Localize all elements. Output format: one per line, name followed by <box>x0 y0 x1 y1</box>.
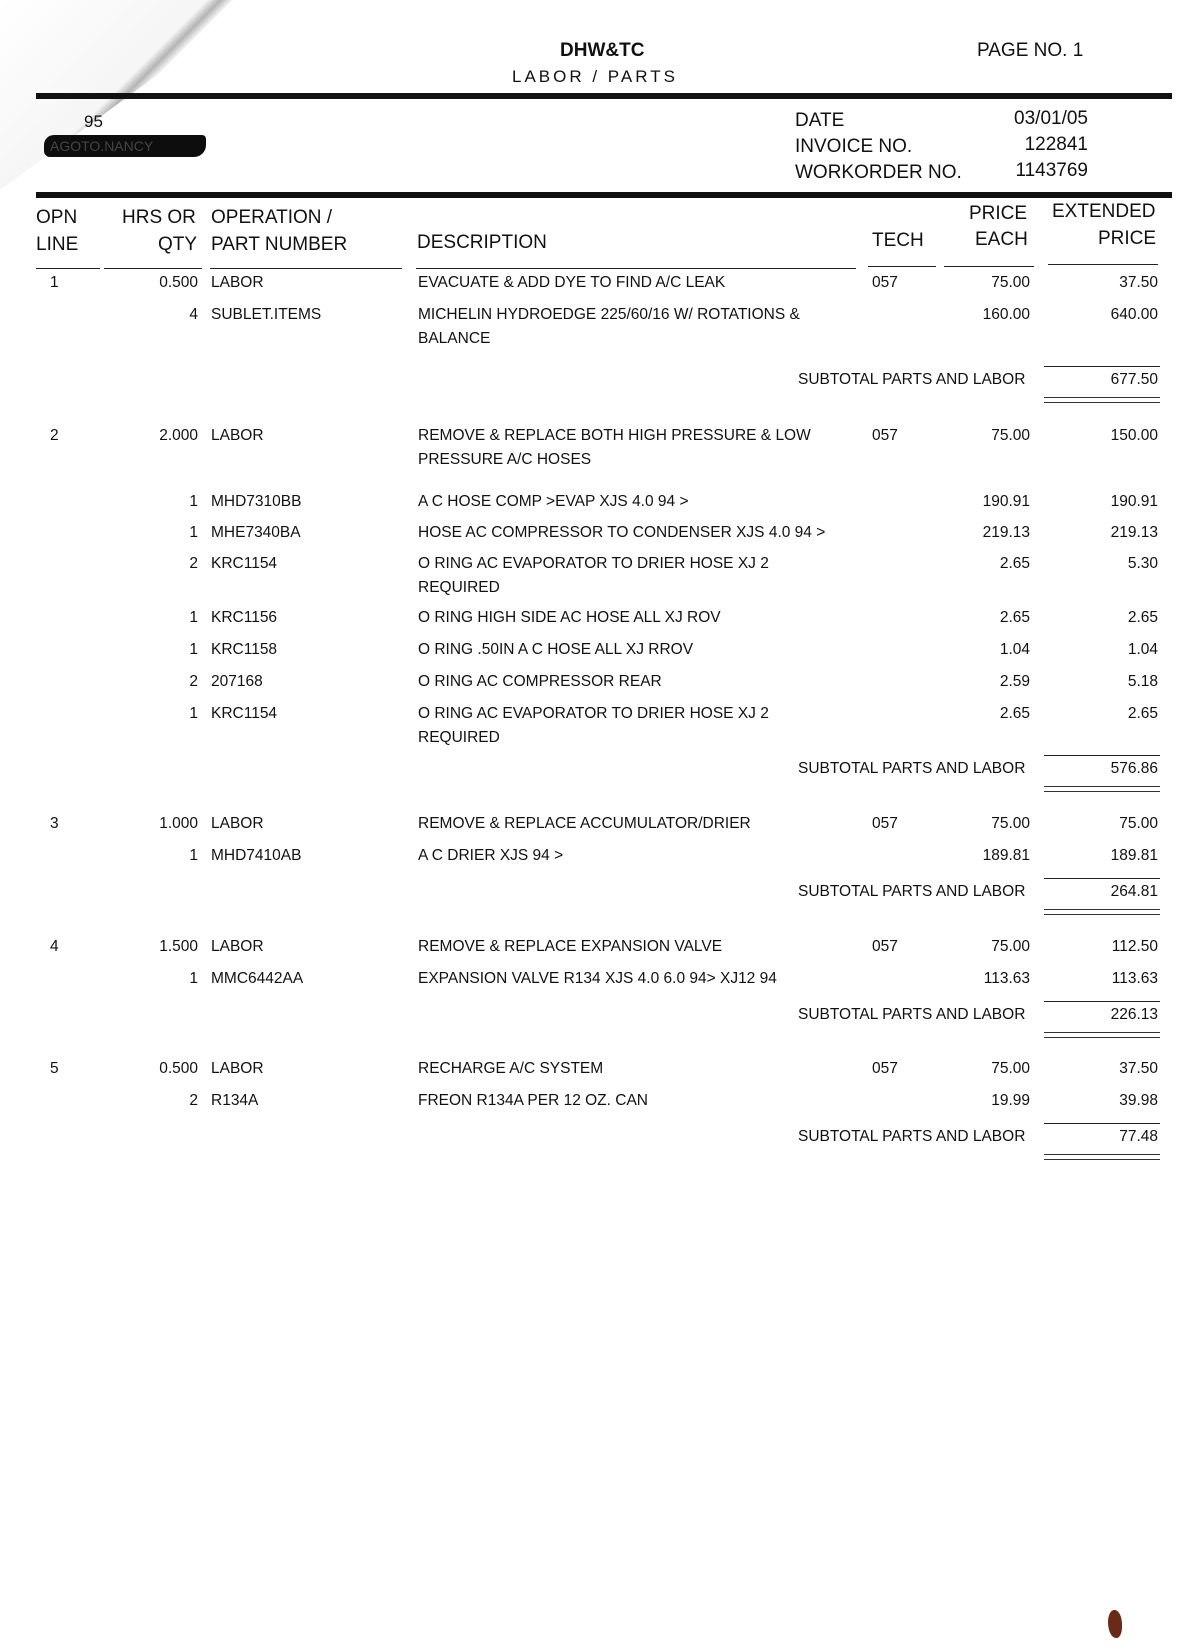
subtotal-label: SUBTOTAL PARTS AND LABOR <box>798 1006 1026 1023</box>
col-extended: EXTENDED <box>1052 201 1156 222</box>
item-extended-price: 1.04 <box>1127 641 1158 658</box>
item-price-each: 2.65 <box>999 705 1030 722</box>
item-description: FREON R134A PER 12 OZ. CAN <box>418 1092 648 1109</box>
item-description: O RING AC EVAPORATOR TO DRIER HOSE XJ 2 <box>418 555 769 572</box>
item-description-cont: BALANCE <box>418 330 491 347</box>
item-part-number: LABOR <box>211 1060 264 1077</box>
col-hrs-or: HRS OR <box>122 207 196 228</box>
item-description: A C DRIER XJS 94 > <box>418 847 564 864</box>
opn-line-number: 5 <box>50 1060 59 1077</box>
col-qty: QTY <box>158 234 198 255</box>
item-description-cont: REQUIRED <box>418 729 500 746</box>
workorder-value: 1143769 <box>1015 160 1088 181</box>
item-price-each: 75.00 <box>991 815 1030 832</box>
item-description: EXPANSION VALVE R134 XJS 4.0 6.0 94> XJ12 94 <box>418 970 777 987</box>
item-price-each: 2.59 <box>999 673 1030 690</box>
item-qty: 1.500 <box>159 938 198 955</box>
item-description: RECHARGE A/C SYSTEM <box>418 1060 604 1077</box>
item-qty: 1 <box>189 524 198 541</box>
item-description: O RING AC EVAPORATOR TO DRIER HOSE XJ 2 <box>418 705 769 722</box>
item-description: REMOVE & REPLACE EXPANSION VALVE <box>418 938 723 955</box>
item-price-each: 2.65 <box>999 609 1030 626</box>
item-qty: 1 <box>189 641 198 658</box>
item-qty: 2 <box>189 1092 198 1109</box>
subtotal-double-rule <box>1044 909 1160 915</box>
subtotal-value: 226.13 <box>1110 1006 1158 1023</box>
customer-partial-text: 95 <box>84 112 103 131</box>
date-value: 03/01/05 <box>1014 108 1088 129</box>
item-description: EVACUATE & ADD DYE TO FIND A/C LEAK <box>418 274 726 291</box>
item-description: O RING HIGH SIDE AC HOSE ALL XJ ROV <box>418 609 721 626</box>
item-tech: 057 <box>872 938 898 955</box>
item-extended-price: 5.18 <box>1127 673 1158 690</box>
subtotal-value: 77.48 <box>1119 1128 1158 1145</box>
item-part-number: KRC1154 <box>211 555 278 572</box>
subtotal-value: 264.81 <box>1110 883 1158 900</box>
col-part-number: PART NUMBER <box>211 234 348 255</box>
company-name: DHW&TC <box>560 40 645 61</box>
col-underline-qty <box>104 268 202 269</box>
customer-name-redacted: AGOTO.NANCY <box>44 135 206 157</box>
page-number: PAGE NO. 1 <box>977 40 1084 61</box>
item-qty: 2 <box>189 673 198 690</box>
item-extended-price: 2.65 <box>1127 705 1158 722</box>
header-rule-top <box>36 93 1172 99</box>
subtotal-double-rule <box>1044 1154 1160 1160</box>
item-extended-price: 219.13 <box>1110 524 1158 541</box>
item-description-cont: REQUIRED <box>418 579 500 596</box>
item-qty: 2 <box>189 555 198 572</box>
item-extended-price: 189.81 <box>1110 847 1158 864</box>
item-tech: 057 <box>872 815 898 832</box>
subtotal-rule <box>1044 366 1160 367</box>
subtotal-double-rule <box>1044 1032 1160 1038</box>
item-part-number: LABOR <box>211 938 264 955</box>
item-part-number: MHE7340BA <box>211 524 301 541</box>
opn-line-number: 1 <box>50 274 59 291</box>
col-description: DESCRIPTION <box>417 232 547 253</box>
workorder-label: WORKORDER NO. <box>795 162 962 183</box>
item-extended-price: 5.30 <box>1127 555 1158 572</box>
col-underline-part <box>210 268 402 269</box>
item-price-each: 75.00 <box>991 274 1030 291</box>
col-ext-price: PRICE <box>1098 228 1157 249</box>
col-underline-tech <box>868 266 936 267</box>
document-type: LABOR / PARTS <box>512 67 678 86</box>
item-extended-price: 37.50 <box>1119 1060 1158 1077</box>
item-price-each: 19.99 <box>991 1092 1030 1109</box>
opn-line-number: 3 <box>50 815 59 832</box>
item-price-each: 75.00 <box>991 427 1030 444</box>
item-part-number: LABOR <box>211 427 264 444</box>
col-underline-opn <box>36 268 100 269</box>
item-tech: 057 <box>872 427 898 444</box>
opn-line-number: 2 <box>50 427 59 444</box>
item-extended-price: 39.98 <box>1119 1092 1158 1109</box>
item-part-number: R134A <box>211 1092 259 1109</box>
subtotal-rule <box>1044 878 1160 879</box>
col-underline-desc <box>416 268 856 269</box>
item-qty: 1 <box>189 493 198 510</box>
item-extended-price: 150.00 <box>1110 427 1158 444</box>
subtotal-rule <box>1044 755 1160 756</box>
item-part-number: LABOR <box>211 815 264 832</box>
item-description: A C HOSE COMP >EVAP XJS 4.0 94 > <box>418 493 689 510</box>
item-extended-price: 37.50 <box>1119 274 1158 291</box>
item-description: REMOVE & REPLACE ACCUMULATOR/DRIER <box>418 815 751 832</box>
item-qty: 4 <box>189 306 198 323</box>
invoice-value: 122841 <box>1024 134 1088 155</box>
subtotal-value: 576.86 <box>1110 760 1158 777</box>
col-operation: OPERATION / <box>211 207 333 228</box>
subtotal-label: SUBTOTAL PARTS AND LABOR <box>798 1128 1026 1145</box>
item-price-each: 75.00 <box>991 1060 1030 1077</box>
item-part-number: 207168 <box>211 673 263 690</box>
item-tech: 057 <box>872 1060 898 1077</box>
ink-mark <box>1108 1610 1122 1638</box>
item-price-each: 160.00 <box>982 306 1030 323</box>
subtotal-label: SUBTOTAL PARTS AND LABOR <box>798 371 1026 388</box>
item-description: O RING AC COMPRESSOR REAR <box>418 673 662 690</box>
item-extended-price: 113.63 <box>1111 970 1158 987</box>
item-extended-price: 112.50 <box>1111 938 1158 955</box>
invoice-label: INVOICE NO. <box>795 136 913 157</box>
item-part-number: LABOR <box>211 274 264 291</box>
col-opn: OPN <box>36 207 78 228</box>
item-qty: 1 <box>189 970 198 987</box>
subtotal-double-rule <box>1044 786 1160 792</box>
item-part-number: MMC6442AA <box>211 970 304 987</box>
item-price-each: 113.63 <box>983 970 1030 987</box>
item-qty: 1.000 <box>159 815 198 832</box>
item-qty: 1 <box>189 847 198 864</box>
subtotal-double-rule <box>1044 397 1160 403</box>
item-price-each: 2.65 <box>999 555 1030 572</box>
opn-line-number: 4 <box>50 938 59 955</box>
item-part-number: MHD7310BB <box>211 493 302 510</box>
item-price-each: 1.04 <box>999 641 1030 658</box>
item-extended-price: 2.65 <box>1127 609 1158 626</box>
col-line: LINE <box>36 234 79 255</box>
item-part-number: KRC1154 <box>211 705 278 722</box>
item-extended-price: 190.91 <box>1110 493 1158 510</box>
subtotal-value: 677.50 <box>1110 371 1158 388</box>
subtotal-label: SUBTOTAL PARTS AND LABOR <box>798 883 1026 900</box>
item-tech: 057 <box>872 274 898 291</box>
item-qty: 1 <box>189 609 198 626</box>
col-underline-ext <box>1048 264 1158 265</box>
item-description: MICHELIN HYDROEDGE 225/60/16 W/ ROTATIONS & <box>418 306 800 323</box>
item-description: REMOVE & REPLACE BOTH HIGH PRESSURE & LOW <box>418 427 811 444</box>
item-qty: 0.500 <box>159 1060 198 1077</box>
item-part-number: KRC1158 <box>211 641 278 658</box>
item-extended-price: 75.00 <box>1119 815 1158 832</box>
item-price-each: 75.00 <box>991 938 1030 955</box>
item-qty: 1 <box>189 705 198 722</box>
header-rule-bottom <box>36 192 1172 198</box>
col-price: PRICE <box>969 203 1028 224</box>
item-price-each: 190.91 <box>982 493 1030 510</box>
item-part-number: MHD7410AB <box>211 847 302 864</box>
item-qty: 2.000 <box>159 427 198 444</box>
item-description: O RING .50IN A C HOSE ALL XJ RROV <box>418 641 694 658</box>
item-description: HOSE AC COMPRESSOR TO CONDENSER XJS 4.0 94 > <box>418 524 826 541</box>
item-extended-price: 640.00 <box>1110 306 1158 323</box>
col-underline-each <box>944 266 1034 267</box>
col-each: EACH <box>975 229 1028 250</box>
item-description-cont: PRESSURE A/C HOSES <box>418 451 592 468</box>
col-tech: TECH <box>872 230 924 251</box>
date-label: DATE <box>795 110 845 131</box>
item-part-number: KRC1156 <box>211 609 278 626</box>
subtotal-label: SUBTOTAL PARTS AND LABOR <box>798 760 1026 777</box>
item-qty: 0.500 <box>159 274 198 291</box>
subtotal-rule <box>1044 1123 1160 1124</box>
item-price-each: 219.13 <box>982 524 1030 541</box>
subtotal-rule <box>1044 1001 1160 1002</box>
item-price-each: 189.81 <box>982 847 1030 864</box>
item-part-number: SUBLET.ITEMS <box>211 306 322 323</box>
